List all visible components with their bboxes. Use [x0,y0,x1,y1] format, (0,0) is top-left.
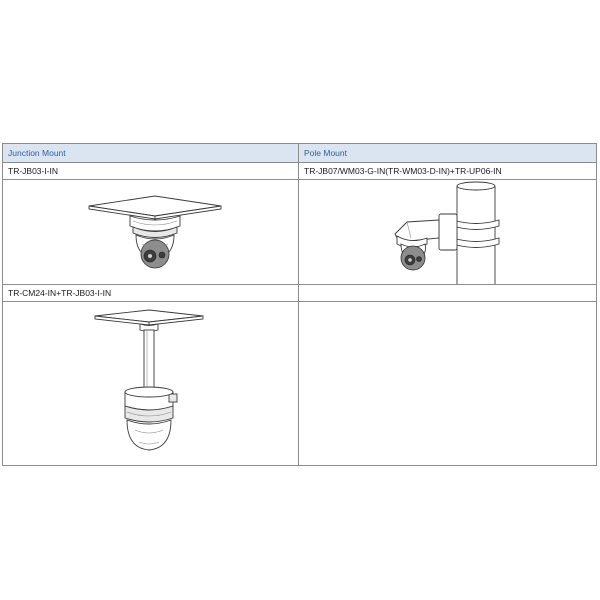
pole-mount-image [299,180,596,284]
junction-mount-camera-illustration [3,180,299,284]
pole-mount-camera-illustration [299,180,597,284]
table-header-row [3,144,597,163]
table-row [3,163,597,180]
table-row [3,180,597,285]
pendant-mount-image [3,302,298,465]
pendant-mount-model: TR-CM24-IN+TR-JB03-I-IN [3,285,299,302]
table-row [3,302,597,466]
empty-cell [299,302,597,466]
empty-cell [299,285,597,302]
header-junction-mount: Junction Mount [3,144,299,163]
header-pole-mount: Pole Mount [299,144,597,163]
pendant-mount-camera-illustration [3,302,299,465]
pole-mount-model: TR-JB07/WM03-G-IN(TR-WM03-D-IN)+TR-UP06-IN [299,163,597,180]
table-row [3,285,597,302]
mount-table [2,143,597,466]
junction-mount-model: TR-JB03-I-IN [3,163,299,180]
junction-mount-image [3,180,298,284]
